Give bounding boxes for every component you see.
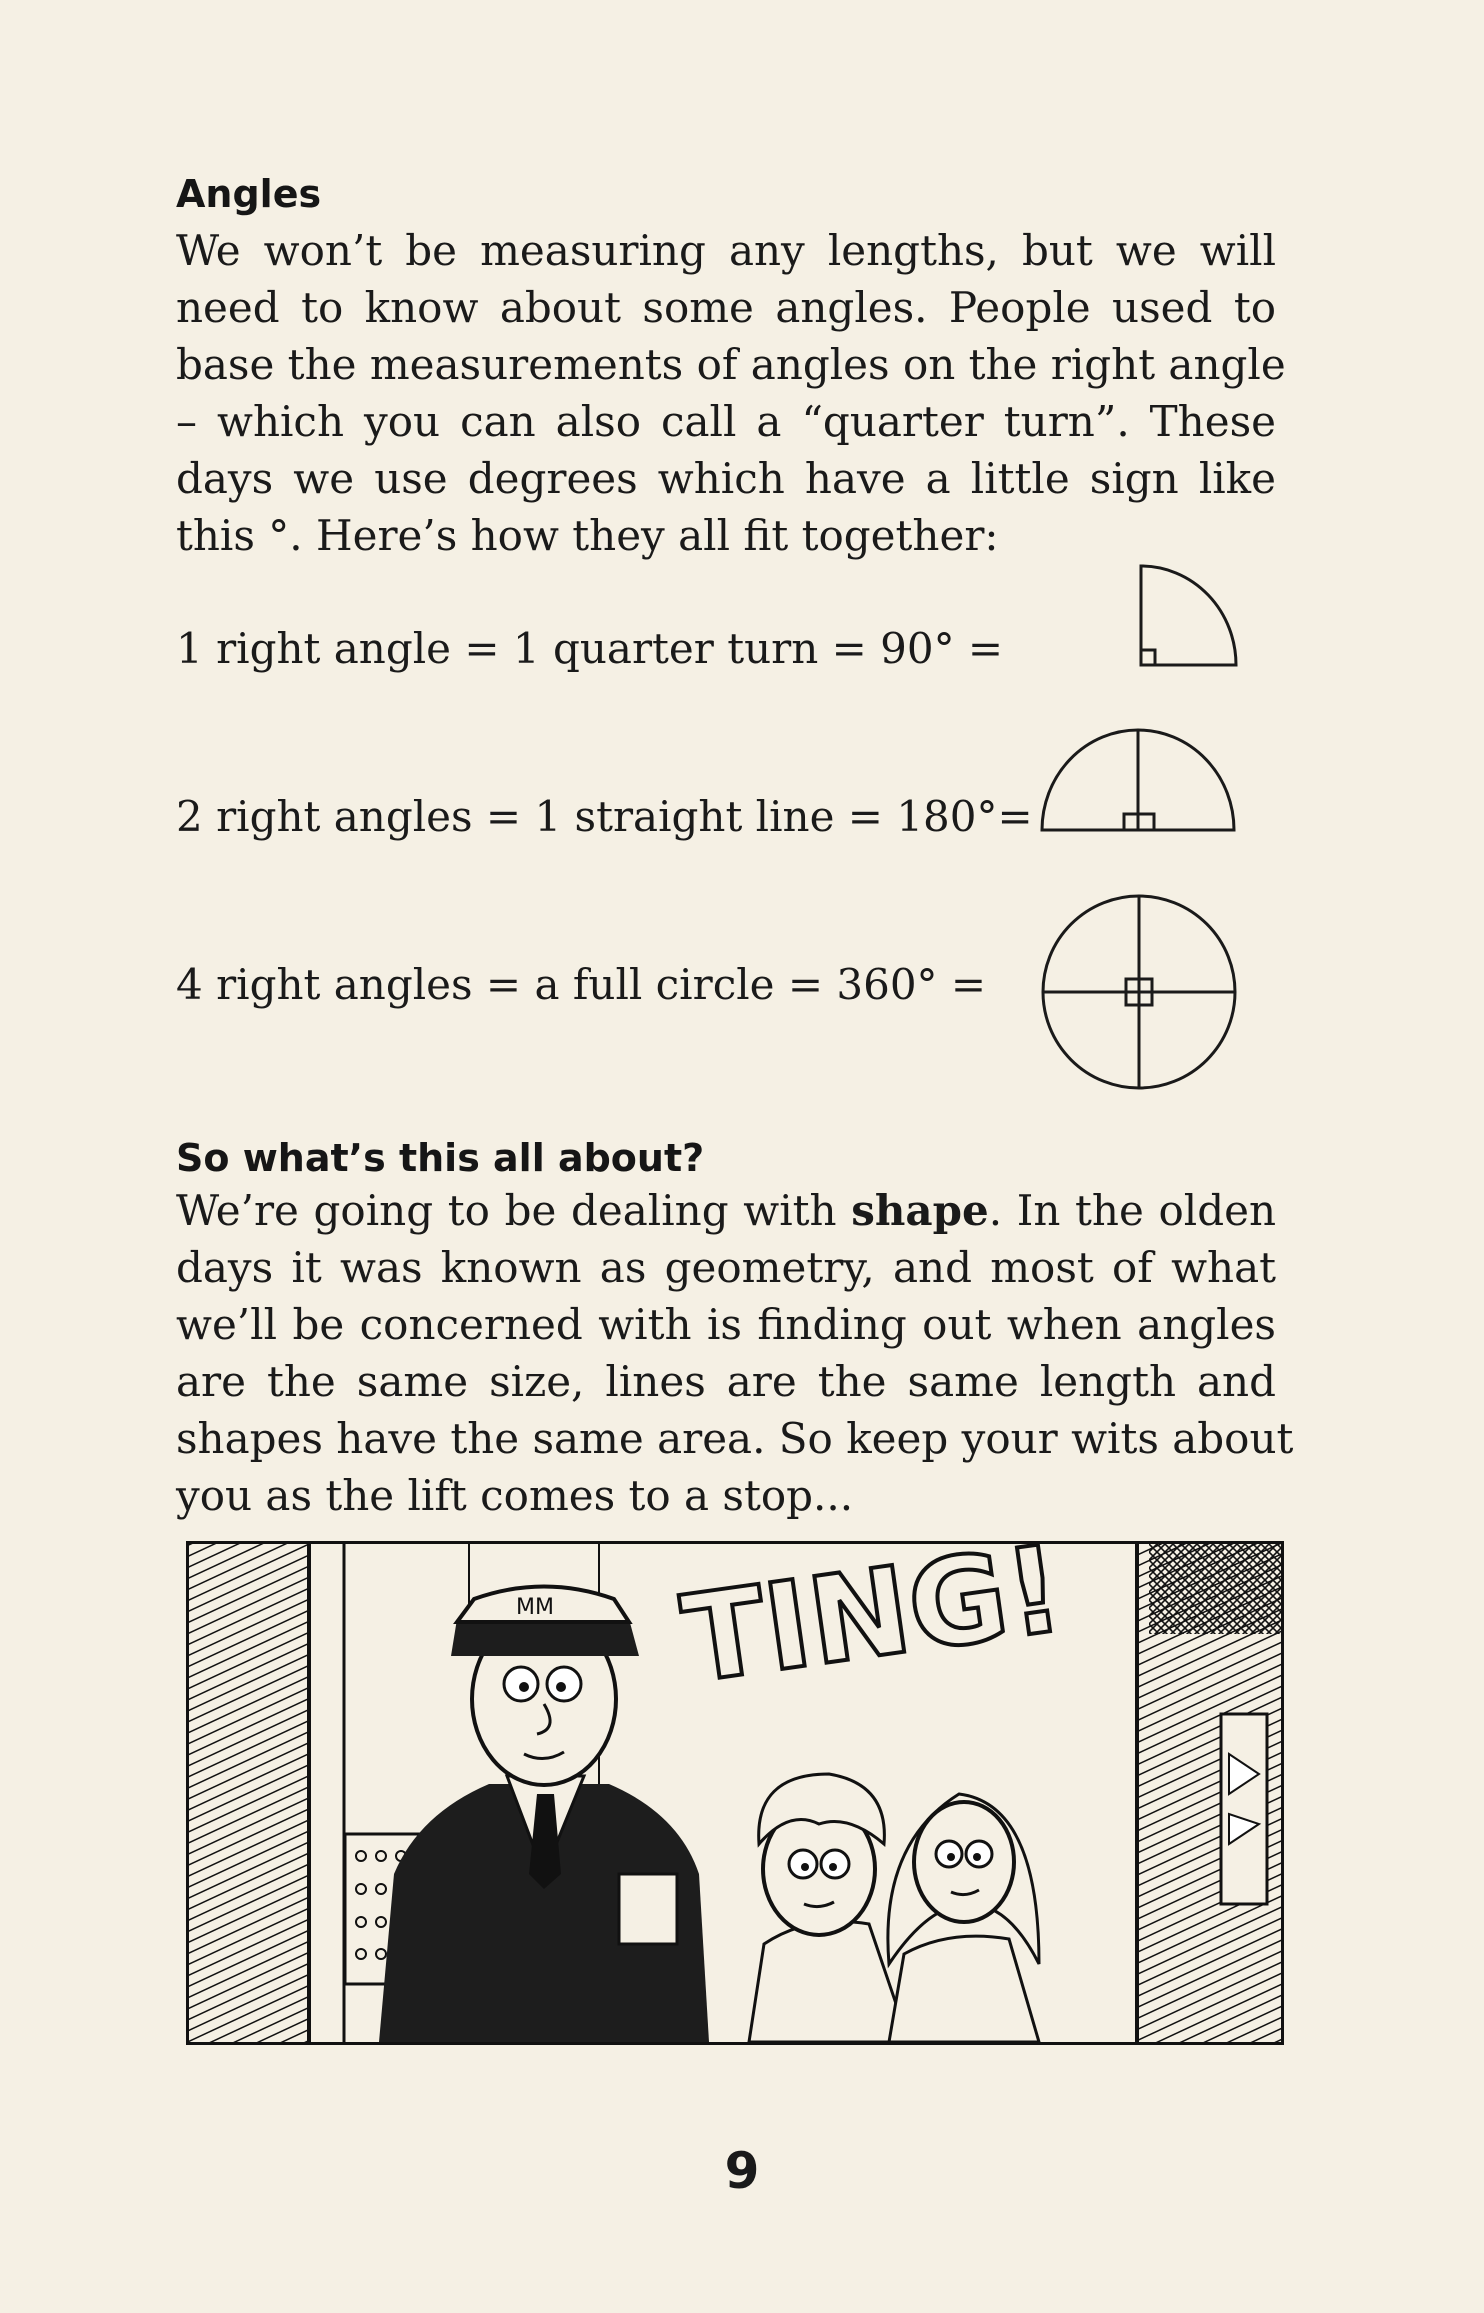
angles-line: need to know about some angles. People used to <box>176 283 1276 332</box>
angles-line: this °. Here’s how they all fit together: <box>176 511 999 560</box>
equation-full-circle: 4 right angles = a full circle = 360° = <box>176 960 987 1009</box>
straight-line-diagram <box>1040 726 1236 834</box>
about-line: we’ll be concerned with is finding out when angles <box>176 1300 1276 1349</box>
girl <box>888 1794 1039 2042</box>
cartoon-drawing <box>189 1544 1281 2042</box>
about-line: you as the lift comes to a stop... <box>176 1471 854 1520</box>
angles-line: days we use degrees which have a little sign like <box>176 454 1276 503</box>
page-number: 9 <box>724 2142 760 2200</box>
shape-term: shape <box>851 1186 989 1235</box>
about-heading: So what’s this all about? <box>176 1136 705 1180</box>
equation-right-angle: 1 right angle = 1 quarter turn = 90° = <box>176 624 1004 673</box>
about-line: days it was known as geometry, and most of what <box>176 1243 1276 1292</box>
equation-straight-line: 2 right angles = 1 straight line = 180°= <box>176 792 1033 841</box>
angles-line: base the measurements of angles on the right angle <box>176 340 1286 389</box>
about-paragraph <box>176 1182 1294 1524</box>
cap-badge-text: MM <box>516 1595 554 1620</box>
angles-line: – which you can also call a “quarter turn”. These <box>176 397 1276 446</box>
about-text: . In the olden <box>988 1186 1277 1235</box>
full-circle-diagram <box>1040 893 1238 1091</box>
about-line: shapes have the same area. So keep your wits about <box>176 1414 1294 1463</box>
lift-attendant <box>379 1587 709 2043</box>
name-badge <box>619 1874 677 1944</box>
left-wall <box>189 1544 309 2042</box>
angles-line: We won’t be measuring any lengths, but we will <box>176 226 1276 275</box>
about-line <box>176 1182 1276 1239</box>
about-line: are the same size, lines are the same length and <box>176 1357 1276 1406</box>
angles-heading: Angles <box>176 172 322 216</box>
boy <box>749 1774 909 2042</box>
angles-paragraph <box>176 222 1286 564</box>
ting-text: TING! <box>674 1544 1071 1711</box>
quarter-turn-diagram <box>1138 562 1238 668</box>
lift-cartoon <box>186 1541 1284 2045</box>
about-text: We’re going to be dealing with <box>176 1186 852 1235</box>
